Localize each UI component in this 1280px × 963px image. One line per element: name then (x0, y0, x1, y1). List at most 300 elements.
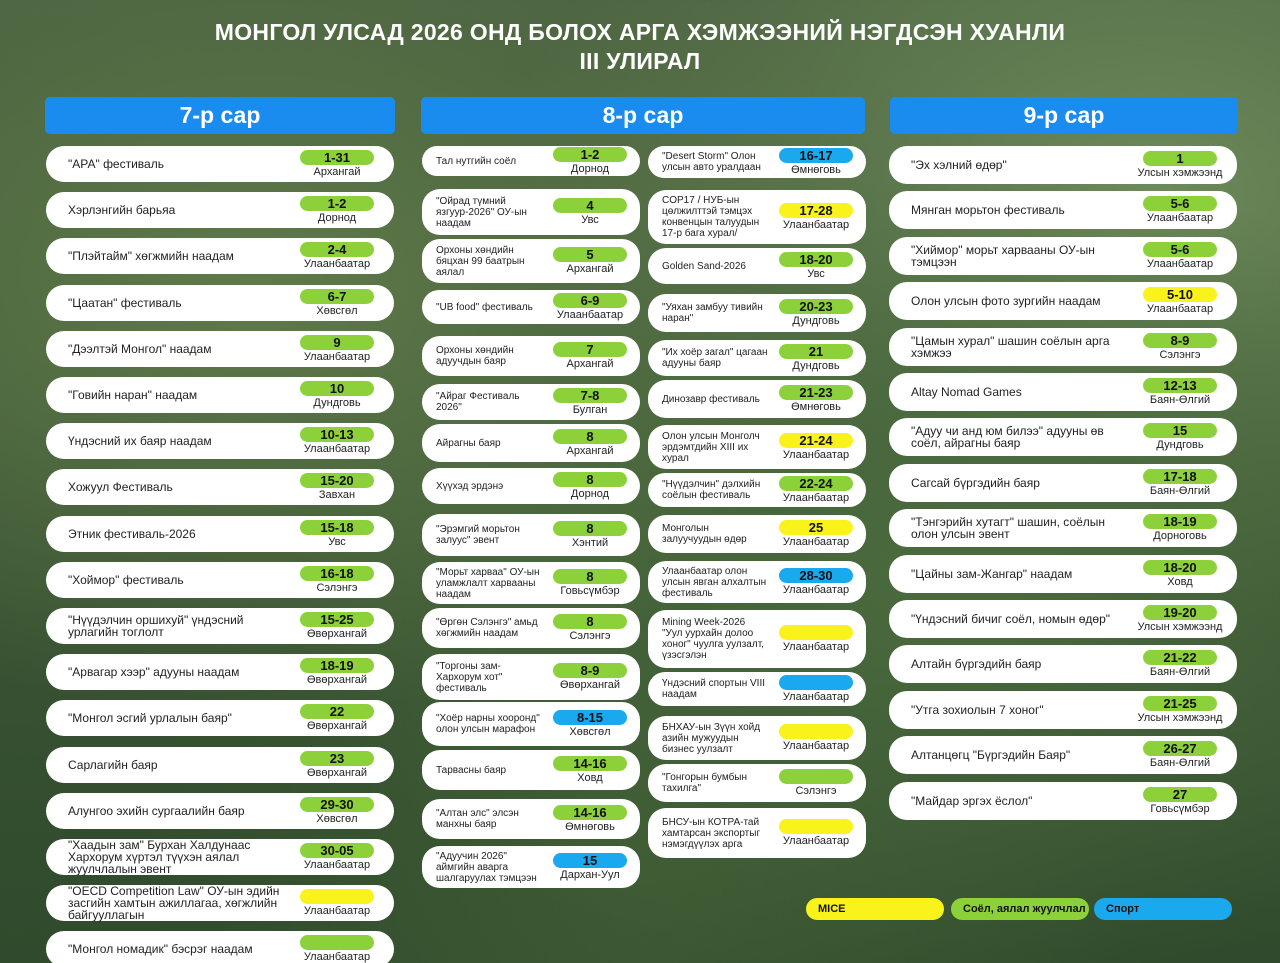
event-location: Архангай (566, 444, 614, 457)
event-meta (548, 472, 632, 501)
event-location: Өмнөговь (791, 163, 841, 176)
event-location: Увс (807, 267, 825, 280)
event-location: Булган (572, 403, 608, 416)
event-name: "Арвагар хээр" адууны наадам (68, 665, 240, 679)
event-date-badge: 5-6 (1143, 196, 1217, 211)
event-card (889, 464, 1237, 502)
event-location: Сэлэнгэ (569, 629, 611, 642)
event-card (889, 418, 1237, 456)
event-card (648, 248, 866, 284)
event-date-badge (300, 889, 374, 904)
event-card (46, 285, 394, 321)
event-card (648, 561, 866, 603)
event-name: "Уяхан замбуу тивийн наран" (662, 302, 763, 324)
event-location: Улаанбаатар (782, 640, 850, 653)
event-name: Үндэсний спортын VIII наадам (662, 678, 765, 700)
event-meta (548, 388, 632, 417)
event-name: Golden Sand-2026 (662, 260, 746, 272)
event-date-badge: 17-28 (779, 203, 853, 218)
event-date-badge: 30-05 (300, 843, 374, 858)
event-location: Улсын хэмжээнд (1137, 166, 1223, 179)
event-name: Сарлагийн баяр (68, 758, 158, 772)
event-location: Баян-Өлгий (1149, 756, 1211, 769)
event-meta (1135, 560, 1225, 589)
event-name: "Хоёр нарны хооронд" олон улсын марафон (436, 713, 540, 735)
event-card (422, 239, 640, 283)
event-card (422, 750, 640, 790)
event-meta (1135, 741, 1225, 770)
event-meta (1135, 196, 1225, 225)
event-date-badge: 23 (300, 751, 374, 766)
event-name: Хожуул Фестиваль (68, 480, 173, 494)
event-location: Сэлэнгэ (316, 581, 358, 594)
legend-sport: Спорт (1094, 898, 1232, 920)
legend-culture: Соёл, аялал жуулчлал (951, 898, 1089, 920)
event-date-badge: 21-24 (779, 433, 853, 448)
event-meta (1135, 469, 1225, 498)
event-location: Улаанбаатар (782, 448, 850, 461)
event-card (46, 516, 394, 552)
event-date-badge: 5-10 (1143, 287, 1217, 302)
event-meta (292, 473, 382, 502)
event-card (46, 562, 394, 598)
event-name: "Цайны зам-Жангар" наадам (911, 567, 1073, 581)
event-meta (1135, 423, 1225, 452)
event-date-badge: 7 (553, 342, 627, 357)
event-meta (774, 385, 858, 414)
event-date-badge: 1-2 (553, 147, 627, 162)
event-location: Говьсүмбэр (1150, 802, 1210, 815)
event-card (889, 373, 1237, 411)
event-name: "Хаадын зам" Бурхан Халдунаас Хархорум хүртэл түүхэн аялал жуулчлалын эвент (68, 838, 251, 876)
event-meta (548, 805, 632, 834)
event-card (46, 931, 394, 963)
event-name: "Хиймор" морьт харвааны ОУ-ын тэмцээн (911, 243, 1095, 269)
event-name: "Адуучин 2026" аймгийн аварга шалгаруулах тэмцээн (436, 850, 537, 884)
event-meta (292, 150, 382, 179)
event-location: Дундговь (1156, 438, 1204, 451)
event-date-badge: 21 (779, 344, 853, 359)
event-location: Улаанбаатар (782, 834, 850, 847)
event-date-badge: 8-9 (1143, 333, 1217, 348)
event-date-badge: 22 (300, 704, 374, 719)
event-card (889, 237, 1237, 275)
event-location: Улаанбаатар (1146, 211, 1214, 224)
event-location: Улаанбаатар (782, 739, 850, 752)
event-location: Архангай (313, 165, 361, 178)
event-card (46, 238, 394, 274)
event-meta (774, 476, 858, 505)
event-name: БНХАУ-ын Зүүн хойд азийн мужуудын бизнес уулзалт (662, 721, 761, 755)
event-card (648, 716, 866, 760)
event-name: "Эх хэлний өдөр" (911, 158, 1007, 172)
event-name: Мянган морьтон фестиваль (911, 203, 1065, 217)
event-date-badge: 28-30 (779, 568, 853, 583)
event-meta (548, 663, 632, 692)
event-meta (548, 521, 632, 550)
event-name: "Эрэмгий морьтон залуус" эвент (436, 524, 520, 546)
legend-mice: MICE (806, 898, 944, 920)
event-meta (1135, 650, 1225, 679)
event-date-badge: 2-4 (300, 242, 374, 257)
event-meta (292, 612, 382, 641)
event-meta (292, 704, 382, 733)
event-card (46, 377, 394, 413)
event-date-badge (779, 724, 853, 739)
event-meta (774, 675, 858, 704)
event-date-badge: 10-13 (300, 427, 374, 442)
event-card (648, 672, 866, 706)
event-meta (292, 196, 382, 225)
event-card (422, 336, 640, 376)
event-location: Хөвсгөл (316, 304, 358, 317)
event-name: "Айраг Фестиваль 2026" (436, 391, 520, 413)
event-name: "Дээлтэй Монгол" наадам (68, 342, 212, 356)
event-date-badge: 21-23 (779, 385, 853, 400)
event-location: Өвөрхангай (306, 719, 368, 732)
event-meta (292, 751, 382, 780)
event-date-badge: 15 (1143, 423, 1217, 438)
event-location: Улаанбаатар (556, 308, 624, 321)
event-meta (1135, 696, 1225, 725)
event-date-badge: 14-16 (553, 756, 627, 771)
event-location: Сэлэнгэ (1159, 348, 1201, 361)
event-meta (292, 427, 382, 456)
event-meta (774, 203, 858, 232)
event-location: Говьсүмбэр (560, 584, 620, 597)
event-meta (548, 569, 632, 598)
event-date-badge: 10 (300, 381, 374, 396)
event-date-badge: 15-18 (300, 520, 374, 535)
event-location: Архангай (566, 262, 614, 275)
event-meta (1135, 333, 1225, 362)
event-card (46, 654, 394, 690)
event-card (422, 290, 640, 324)
event-card (46, 469, 394, 505)
event-card (648, 340, 866, 376)
event-location: Ховд (577, 771, 603, 784)
event-card (422, 146, 640, 176)
event-meta (292, 381, 382, 410)
event-name: Mining Week-2026 "Уул уурхайн долоо хоног" чуулга уулзалт, үзэсгэлэн (662, 617, 764, 661)
event-meta (1135, 151, 1225, 180)
event-location: Дундговь (792, 359, 840, 372)
event-date-badge: 26-27 (1143, 741, 1217, 756)
event-name: "Үндэсний бичиг соёл, номын өдөр" (911, 612, 1111, 626)
event-name: Тарвасны баяр (436, 764, 507, 776)
event-meta (292, 889, 382, 918)
event-location: Улаанбаатар (1146, 302, 1214, 315)
event-meta (292, 242, 382, 271)
event-card (46, 192, 394, 228)
event-card (889, 509, 1237, 547)
event-meta (548, 614, 632, 643)
event-meta (774, 299, 858, 328)
event-date-badge: 6-7 (300, 289, 374, 304)
event-meta (292, 335, 382, 364)
event-location: Өмнөговь (791, 400, 841, 413)
event-date-badge: 17-18 (1143, 469, 1217, 484)
event-card (648, 146, 866, 178)
event-location: Улаанбаатар (303, 442, 371, 455)
event-meta (774, 625, 858, 654)
event-name: БНСУ-ын КОТРА-тай хамтарсан экспортыг нэмэгдүүлэх арга (662, 816, 761, 850)
event-location: Хөвсгөл (316, 812, 358, 825)
event-meta (1135, 287, 1225, 316)
event-date-badge: 1-31 (300, 150, 374, 165)
event-card (648, 610, 866, 668)
event-card (889, 146, 1237, 184)
event-name: Үндэсний их баяр наадам (68, 434, 212, 448)
event-name: Алтайн бүргэдийн баяр (911, 657, 1042, 671)
event-name: "Торгоны зам-Хархорум хот" фестиваль (436, 660, 503, 694)
event-date-badge (779, 675, 853, 690)
event-meta (1135, 514, 1225, 543)
event-card (648, 190, 866, 244)
event-location: Дорнод (317, 211, 357, 224)
event-date-badge: 16-18 (300, 566, 374, 581)
event-card (422, 846, 640, 888)
event-card (889, 691, 1237, 729)
event-date-badge: 4 (553, 198, 627, 213)
event-name: Хэрлэнгийн барьяа (68, 203, 176, 217)
event-meta (292, 843, 382, 872)
event-location: Увс (581, 213, 599, 226)
event-location: Дундговь (792, 314, 840, 327)
event-location: Дорнод (570, 162, 610, 175)
event-date-badge (779, 625, 853, 640)
event-date-badge: 8 (553, 521, 627, 536)
event-meta (774, 148, 858, 177)
event-name: "OECD Competition Law" ОУ-ын эдийн засгийн хамтын ажиллагаа, хөгжлийн байгууллагын (68, 884, 280, 922)
event-name: "Гонгорын бумбын тахилга" (662, 772, 748, 794)
event-name: "Их хоёр загал" цагаан адууны баяр (662, 347, 768, 369)
event-meta (292, 566, 382, 595)
event-card (648, 294, 866, 332)
event-meta (774, 344, 858, 373)
event-name: Алунгоо эхийн сургаалийн баяр (68, 804, 245, 818)
event-name: "Нүүдэлчин" дэлхийн соёлын фестиваль (662, 479, 761, 501)
event-location: Улсын хэмжээнд (1137, 711, 1223, 724)
event-location: Өвөрхангай (306, 673, 368, 686)
event-date-badge: 20-23 (779, 299, 853, 314)
event-date-badge: 18-20 (1143, 560, 1217, 575)
event-name: "Плэйтайм" хөгжмийн наадам (68, 249, 234, 263)
event-date-badge (779, 819, 853, 834)
event-date-badge: 8 (553, 614, 627, 629)
event-location: Улаанбаатар (782, 218, 850, 231)
event-meta (774, 252, 858, 281)
event-card (889, 328, 1237, 366)
event-date-badge: 25 (779, 520, 853, 535)
event-name: "UB food" фестиваль (436, 301, 533, 313)
event-meta (548, 342, 632, 371)
event-location: Улаанбаатар (303, 950, 371, 963)
event-card (889, 600, 1237, 638)
event-location: Улаанбаатар (782, 583, 850, 596)
event-card (422, 514, 640, 556)
event-location: Баян-Өлгий (1149, 484, 1211, 497)
event-card (46, 793, 394, 829)
event-meta (774, 724, 858, 753)
event-date-badge: 5 (553, 247, 627, 262)
event-card (889, 736, 1237, 774)
event-card (889, 282, 1237, 320)
event-date-badge: 12-13 (1143, 378, 1217, 393)
event-card (46, 747, 394, 783)
event-card (422, 468, 640, 504)
event-name: Айрагны баяр (436, 437, 501, 449)
event-location: Хэнтий (571, 536, 609, 549)
event-location: Дархан-Уул (560, 868, 620, 881)
event-date-badge: 21-22 (1143, 650, 1217, 665)
event-location: Өвөрхангай (306, 766, 368, 779)
event-card (422, 702, 640, 746)
title-line-1: МОНГОЛ УЛСАД 2026 ОНД БОЛОХ АРГА ХЭМЖЭЭНИЙ НЭГДСЭН ХУАНЛИ (214, 19, 1066, 45)
event-date-badge: 14-16 (553, 805, 627, 820)
event-date-badge: 8 (553, 429, 627, 444)
column-header-july: 7-р сар (45, 97, 395, 134)
event-meta (774, 769, 858, 798)
event-date-badge: 29-30 (300, 797, 374, 812)
event-name: Олон улсын Монголч эрдэмтдийн XIII их хурал (662, 430, 760, 464)
column-header-august: 8-р сар (421, 97, 865, 134)
event-card (422, 799, 640, 839)
event-name: Сагсай бүргэдийн баяр (911, 476, 1040, 490)
event-date-badge: 27 (1143, 787, 1217, 802)
event-meta (548, 293, 632, 322)
event-name: "АРА" фестиваль (68, 157, 164, 171)
event-name: Улаанбаатар олон улсын явган алхалтын фестиваль (662, 565, 767, 599)
event-date-badge: 15-20 (300, 473, 374, 488)
column-header-september: 9-р сар (890, 97, 1238, 134)
event-card (648, 764, 866, 802)
event-name: Хүүхэд эрдэнэ (436, 480, 504, 492)
event-meta (292, 658, 382, 687)
event-name: Динозавр фестиваль (662, 393, 760, 405)
event-location: Улаанбаатар (303, 350, 371, 363)
event-location: Улаанбаатар (782, 535, 850, 548)
event-meta (1135, 787, 1225, 816)
event-date-badge: 18-20 (779, 252, 853, 267)
event-date-badge: 5-6 (1143, 242, 1217, 257)
event-meta (548, 429, 632, 458)
event-date-badge (779, 769, 853, 784)
event-location: Увс (328, 535, 346, 548)
event-date-badge: 6-9 (553, 293, 627, 308)
event-card (422, 424, 640, 462)
event-card (648, 515, 866, 553)
event-location: Дорноговь (1153, 529, 1207, 542)
event-name: Тал нутгийн соёл (436, 155, 517, 167)
event-name: "Монгол эсгий урлалын баяр" (68, 711, 232, 725)
event-card (422, 608, 640, 648)
event-card (46, 885, 394, 921)
event-location: Улаанбаатар (303, 858, 371, 871)
event-card (648, 808, 866, 858)
event-location: Баян-Өлгий (1149, 393, 1211, 406)
event-date-badge: 22-24 (779, 476, 853, 491)
event-name: "Монгол номадик" бэсрэг наадам (68, 942, 253, 956)
event-card (422, 384, 640, 420)
event-card (46, 423, 394, 459)
event-card (889, 191, 1237, 229)
event-location: Улсын хэмжээнд (1137, 620, 1223, 633)
event-name: Орхоны хөндийн адуучдын баяр (436, 345, 514, 367)
event-location: Сэлэнгэ (795, 784, 837, 797)
event-location: Улаанбаатар (782, 690, 850, 703)
event-name: COP17 / НУБ-ын цөлжилттэй тэмцэх конвенцын талуудын 17-р бага хурал/ (662, 195, 760, 239)
event-card (889, 555, 1237, 593)
event-meta (1135, 378, 1225, 407)
event-meta (292, 520, 382, 549)
event-meta (548, 853, 632, 882)
event-card (422, 562, 640, 604)
event-location: Хөвсгөл (569, 725, 611, 738)
event-card (46, 700, 394, 736)
page-title (0, 18, 1280, 76)
event-location: Улаанбаатар (303, 904, 371, 917)
event-name: Орхоны хөндийн бяцхан 99 баатрын аялал (436, 244, 525, 278)
event-date-badge: 19-20 (1143, 605, 1217, 620)
event-name: "Тэнгэрийн хутагт" шашин, соёлын олон улсын эвент (911, 515, 1106, 541)
event-card (889, 645, 1237, 683)
event-name: "Говийн наран" наадам (68, 388, 198, 402)
event-card (889, 782, 1237, 820)
event-date-badge: 8 (553, 472, 627, 487)
event-card (422, 654, 640, 700)
event-meta (774, 520, 858, 549)
event-location: Дундговь (313, 396, 361, 409)
event-name: "Хоймор" фестиваль (68, 573, 184, 587)
event-date-badge: 1 (1143, 151, 1217, 166)
event-meta (1135, 242, 1225, 271)
event-card (648, 473, 866, 507)
event-location: Дорнод (570, 487, 610, 500)
event-meta (774, 819, 858, 848)
event-card (46, 608, 394, 644)
event-name: "Нүүдэлчин оршихуй" үндэсний урлагийн тоглолт (68, 613, 244, 639)
event-name: "Цамын хурал" шашин соёлын арга хэмжээ (911, 334, 1110, 360)
event-card (648, 380, 866, 418)
event-meta (548, 710, 632, 739)
event-card (46, 146, 394, 182)
event-name: "Адуу чи анд юм билээ" адууны өв соёл, айрагны баяр (911, 424, 1104, 450)
event-card (46, 839, 394, 875)
event-date-badge: 1-2 (300, 196, 374, 211)
event-name: "Утга зохиолын 7 хоног" (911, 703, 1044, 717)
event-meta (292, 289, 382, 318)
title-line-2: III УЛИРАЛ (579, 48, 701, 74)
event-meta (774, 568, 858, 597)
event-location: Өвөрхангай (306, 627, 368, 640)
event-location: Баян-Өлгий (1149, 665, 1211, 678)
event-name: "Майдар эргэх ёслол" (911, 794, 1033, 808)
event-date-badge: 8-9 (553, 663, 627, 678)
event-location: Өмнөговь (565, 820, 615, 833)
event-meta (548, 198, 632, 227)
event-name: Олон улсын фото зургийн наадам (911, 294, 1101, 308)
event-meta (292, 797, 382, 826)
event-location: Архангай (566, 357, 614, 370)
event-date-badge: 9 (300, 335, 374, 350)
event-name: "Алтан элс" элсэн манхны баяр (436, 808, 519, 830)
event-date-badge: 15-25 (300, 612, 374, 627)
event-card (648, 425, 866, 469)
event-date-badge (300, 935, 374, 950)
event-date-badge: 8 (553, 569, 627, 584)
event-date-badge: 8-15 (553, 710, 627, 725)
